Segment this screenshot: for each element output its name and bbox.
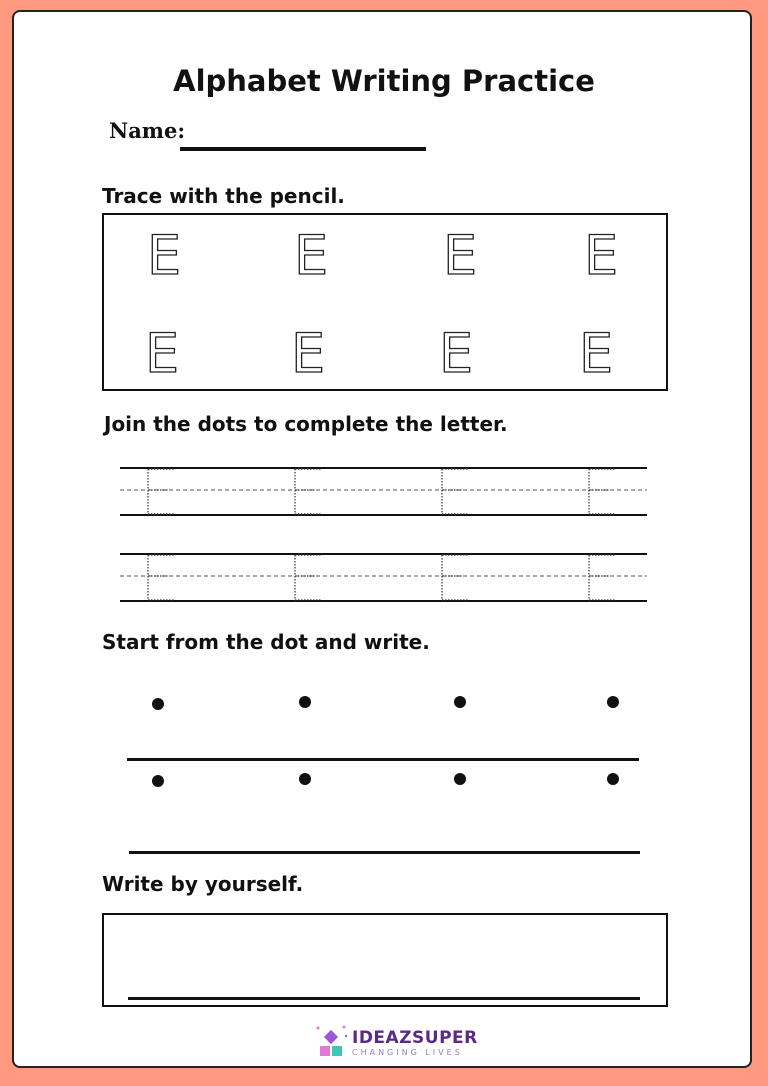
trace-box[interactable] [102, 213, 668, 391]
trace-letter: E [438, 322, 474, 385]
start-dot [607, 773, 619, 785]
dotted-letter-guides[interactable] [114, 460, 659, 610]
trace-letter: E [578, 322, 614, 385]
name-write-line[interactable] [180, 147, 426, 151]
writing-baseline [128, 997, 640, 1000]
brand-name: IDEAZSUPER [352, 1028, 478, 1048]
start-dot [607, 696, 619, 708]
trace-letter: E [293, 224, 329, 287]
start-dot [299, 773, 311, 785]
writing-baseline[interactable] [129, 851, 640, 854]
trace-letter: E [144, 322, 180, 385]
trace-letter: E [290, 322, 326, 385]
worksheet-page [12, 10, 752, 1068]
start-dot [152, 775, 164, 787]
start-dot [454, 773, 466, 785]
name-label: Name: [109, 118, 186, 143]
trace-letter: E [146, 224, 182, 287]
trace-heading: Trace with the pencil. [102, 184, 345, 208]
trace-letter: E [583, 224, 619, 287]
dots-heading: Join the dots to complete the letter. [104, 412, 508, 436]
free-heading: Write by yourself. [102, 872, 304, 896]
ideazsuper-logo-icon [314, 1024, 350, 1058]
start-dot [454, 696, 466, 708]
trace-letter: E [442, 224, 478, 287]
page-title: Alphabet Writing Practice [173, 64, 595, 98]
start-dot [152, 698, 164, 710]
free-write-box[interactable] [102, 913, 668, 1007]
brand-tagline: CHANGING LIVES [352, 1048, 463, 1057]
start-dot-heading: Start from the dot and write. [102, 630, 430, 654]
writing-baseline[interactable] [127, 758, 639, 761]
start-dot [299, 696, 311, 708]
